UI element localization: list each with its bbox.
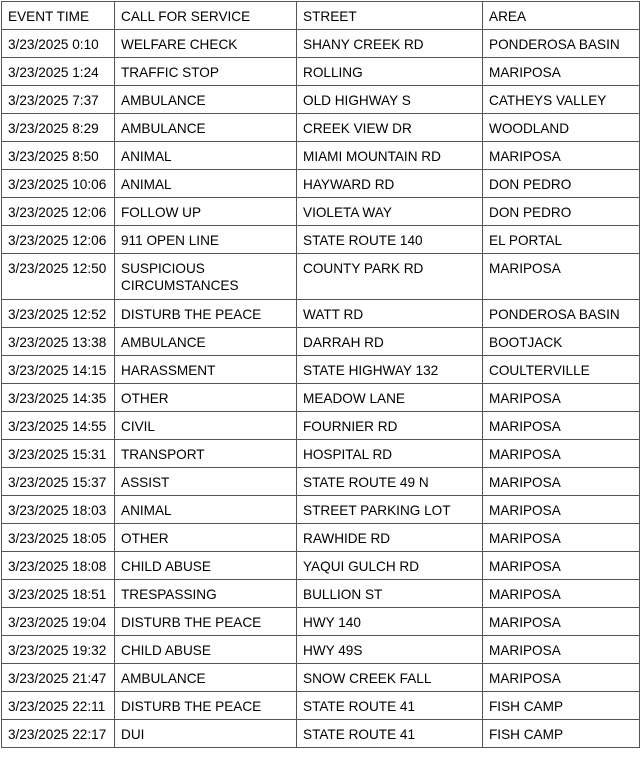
header-street: STREET [297, 2, 483, 30]
street-cell: MIAMI MOUNTAIN RD [297, 142, 483, 170]
table-row [2, 692, 640, 720]
call-type-cell: HARASSMENT [115, 356, 297, 384]
call-type-cell: TRESPASSING [115, 580, 297, 608]
call-type-cell: FOLLOW UP [115, 198, 297, 226]
call-type-cell: TRAFFIC STOP [115, 58, 297, 86]
street-cell: STREET PARKING LOT [297, 496, 483, 524]
event-time-cell: 3/23/2025 18:05 [2, 524, 115, 552]
event-time-cell: 3/23/2025 15:37 [2, 468, 115, 496]
call-type-cell: CHILD ABUSE [115, 552, 297, 580]
event-time-cell: 3/23/2025 12:06 [2, 226, 115, 254]
call-type-cell: DUI [115, 720, 297, 748]
area-cell: MARIPOSA [483, 608, 640, 636]
street-cell: CREEK VIEW DR [297, 114, 483, 142]
event-time-cell: 3/23/2025 22:11 [2, 692, 115, 720]
area-cell: BOOTJACK [483, 328, 640, 356]
area-cell: MARIPOSA [483, 580, 640, 608]
street-cell: RAWHIDE RD [297, 524, 483, 552]
table-row [2, 524, 640, 552]
street-cell: HAYWARD RD [297, 170, 483, 198]
street-cell: STATE ROUTE 41 [297, 720, 483, 748]
street-cell: BULLION ST [297, 580, 483, 608]
table-row [2, 114, 640, 142]
area-cell: PONDEROSA BASIN [483, 300, 640, 328]
call-type-cell: TRANSPORT [115, 440, 297, 468]
call-type-cell: ANIMAL [115, 142, 297, 170]
table-row [2, 412, 640, 440]
call-type-cell: DISTURB THE PEACE [115, 300, 297, 328]
table-row [2, 384, 640, 412]
event-time-cell: 3/23/2025 19:04 [2, 608, 115, 636]
event-time-cell: 3/23/2025 22:17 [2, 720, 115, 748]
call-type-cell: AMBULANCE [115, 86, 297, 114]
street-cell: SNOW CREEK FALL [297, 664, 483, 692]
header-row [2, 2, 640, 30]
call-type-cell: AMBULANCE [115, 664, 297, 692]
call-type-cell: CHILD ABUSE [115, 636, 297, 664]
area-cell: MARIPOSA [483, 468, 640, 496]
street-cell: VIOLETA WAY [297, 198, 483, 226]
table-body [2, 30, 640, 748]
event-time-cell: 3/23/2025 12:52 [2, 300, 115, 328]
table-row [2, 440, 640, 468]
area-cell: FISH CAMP [483, 692, 640, 720]
area-cell: MARIPOSA [483, 58, 640, 86]
table-row [2, 226, 640, 254]
event-time-cell: 3/23/2025 8:50 [2, 142, 115, 170]
street-cell: COUNTY PARK RD [297, 254, 483, 300]
header-call-for-service: CALL FOR SERVICE [115, 2, 297, 30]
area-cell: MARIPOSA [483, 142, 640, 170]
call-type-cell: OTHER [115, 384, 297, 412]
call-type-cell: ANIMAL [115, 170, 297, 198]
event-time-cell: 3/23/2025 1:24 [2, 58, 115, 86]
table-row [2, 300, 640, 328]
area-cell: MARIPOSA [483, 412, 640, 440]
street-cell: SHANY CREEK RD [297, 30, 483, 58]
area-cell: MARIPOSA [483, 440, 640, 468]
header-event-time: EVENT TIME [2, 2, 115, 30]
street-cell: WATT RD [297, 300, 483, 328]
event-time-cell: 3/23/2025 18:08 [2, 552, 115, 580]
street-cell: STATE ROUTE 41 [297, 692, 483, 720]
table-row [2, 636, 640, 664]
street-cell: ROLLING [297, 58, 483, 86]
event-time-cell: 3/23/2025 14:15 [2, 356, 115, 384]
call-type-cell: SUSPICIOUS CIRCUMSTANCES [115, 254, 297, 300]
table-row [2, 552, 640, 580]
table-row [2, 198, 640, 226]
area-cell: MARIPOSA [483, 552, 640, 580]
area-cell: MARIPOSA [483, 384, 640, 412]
street-cell: DARRAH RD [297, 328, 483, 356]
call-type-cell: AMBULANCE [115, 114, 297, 142]
area-cell: DON PEDRO [483, 170, 640, 198]
area-cell: DON PEDRO [483, 198, 640, 226]
street-cell: STATE HIGHWAY 132 [297, 356, 483, 384]
call-type-cell: DISTURB THE PEACE [115, 608, 297, 636]
event-time-cell: 3/23/2025 10:06 [2, 170, 115, 198]
event-time-cell: 3/23/2025 13:38 [2, 328, 115, 356]
call-type-cell: CIVIL [115, 412, 297, 440]
area-cell: CATHEYS VALLEY [483, 86, 640, 114]
table-row [2, 86, 640, 114]
call-type-cell: 911 OPEN LINE [115, 226, 297, 254]
header-area: AREA [483, 2, 640, 30]
event-time-cell: 3/23/2025 21:47 [2, 664, 115, 692]
event-time-cell: 3/23/2025 14:35 [2, 384, 115, 412]
event-time-cell: 3/23/2025 7:37 [2, 86, 115, 114]
event-time-cell: 3/23/2025 12:50 [2, 254, 115, 300]
street-cell: MEADOW LANE [297, 384, 483, 412]
table-row [2, 608, 640, 636]
call-log-table [1, 1, 640, 748]
event-time-cell: 3/23/2025 8:29 [2, 114, 115, 142]
call-type-cell: ASSIST [115, 468, 297, 496]
event-time-cell: 3/23/2025 0:10 [2, 30, 115, 58]
table-row [2, 664, 640, 692]
area-cell: MARIPOSA [483, 496, 640, 524]
street-cell: HOSPITAL RD [297, 440, 483, 468]
event-time-cell: 3/23/2025 14:55 [2, 412, 115, 440]
area-cell: PONDEROSA BASIN [483, 30, 640, 58]
table-row [2, 58, 640, 86]
area-cell: FISH CAMP [483, 720, 640, 748]
call-type-cell: OTHER [115, 524, 297, 552]
area-cell: COULTERVILLE [483, 356, 640, 384]
call-type-cell: WELFARE CHECK [115, 30, 297, 58]
table-row [2, 356, 640, 384]
call-type-cell: ANIMAL [115, 496, 297, 524]
event-time-cell: 3/23/2025 15:31 [2, 440, 115, 468]
street-cell: STATE ROUTE 140 [297, 226, 483, 254]
event-time-cell: 3/23/2025 18:51 [2, 580, 115, 608]
table-row [2, 496, 640, 524]
table-row [2, 170, 640, 198]
street-cell: FOURNIER RD [297, 412, 483, 440]
street-cell: OLD HIGHWAY S [297, 86, 483, 114]
street-cell: HWY 49S [297, 636, 483, 664]
event-time-cell: 3/23/2025 19:32 [2, 636, 115, 664]
area-cell: MARIPOSA [483, 664, 640, 692]
area-cell: MARIPOSA [483, 636, 640, 664]
street-cell: YAQUI GULCH RD [297, 552, 483, 580]
table-header [2, 2, 640, 30]
street-cell: STATE ROUTE 49 N [297, 468, 483, 496]
call-type-cell: AMBULANCE [115, 328, 297, 356]
table-row [2, 30, 640, 58]
area-cell: MARIPOSA [483, 254, 640, 300]
area-cell: MARIPOSA [483, 524, 640, 552]
area-cell: WOODLAND [483, 114, 640, 142]
call-type-cell: DISTURB THE PEACE [115, 692, 297, 720]
event-time-cell: 3/23/2025 12:06 [2, 198, 115, 226]
table-row [2, 328, 640, 356]
table-row [2, 580, 640, 608]
table-row [2, 254, 640, 300]
area-cell: EL PORTAL [483, 226, 640, 254]
street-cell: HWY 140 [297, 608, 483, 636]
table-row [2, 468, 640, 496]
table-row [2, 720, 640, 748]
table-row [2, 142, 640, 170]
event-time-cell: 3/23/2025 18:03 [2, 496, 115, 524]
